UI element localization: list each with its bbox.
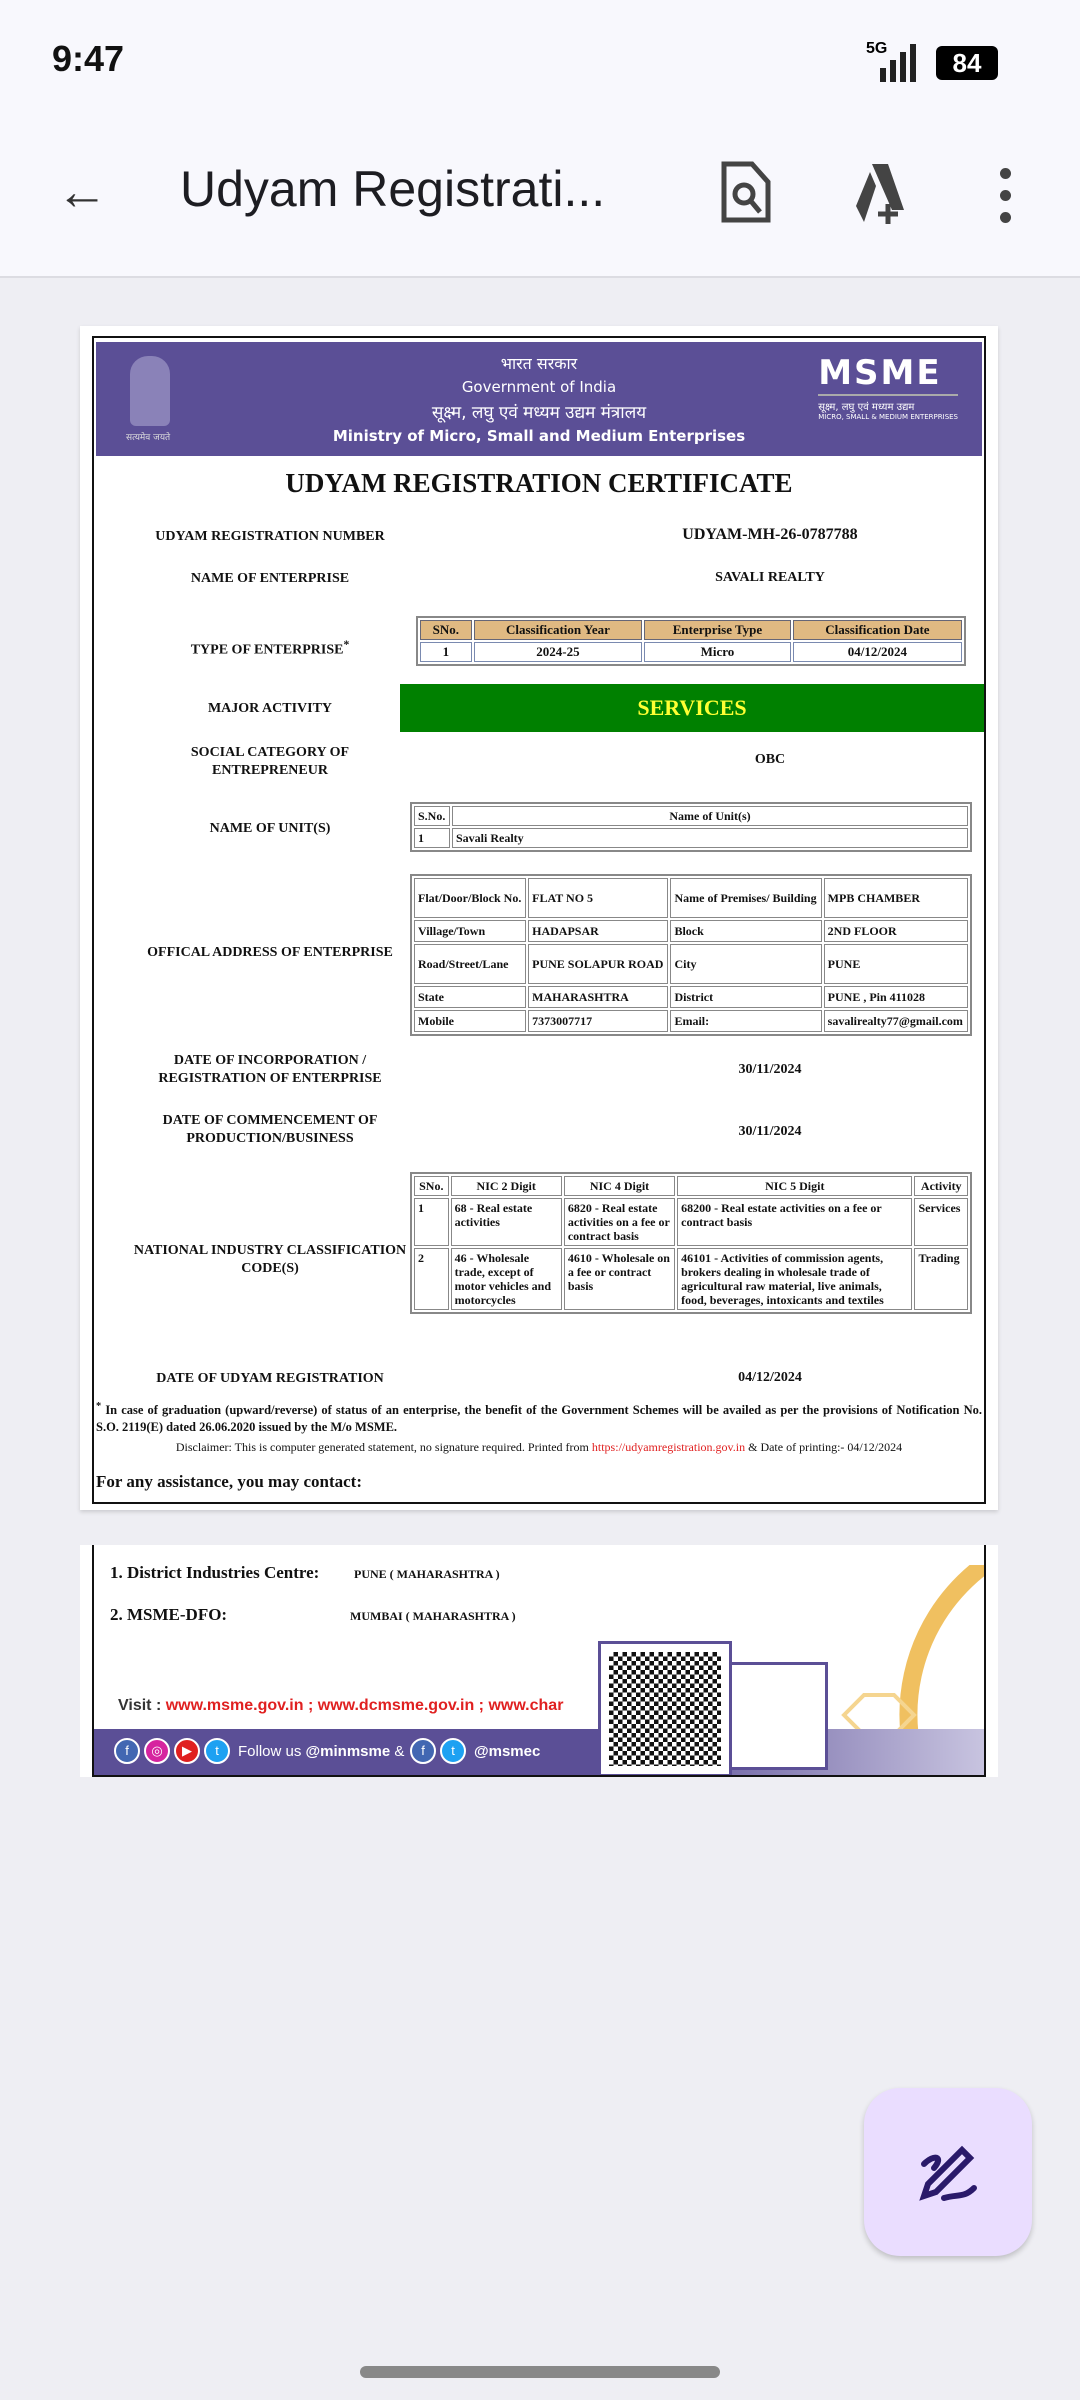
- network-type: 5G: [866, 40, 888, 57]
- incorp-date: 30/11/2024: [738, 1062, 802, 1077]
- nic-table: [410, 1172, 972, 1314]
- address-cell: FLAT NO 5: [528, 878, 668, 918]
- dfo-label: 2. MSME-DFO:: [110, 1605, 228, 1624]
- address-cell: MPB CHAMBER: [824, 878, 968, 918]
- activity-label: MAJOR ACTIVITY: [207, 701, 333, 716]
- nic-row: [414, 1248, 968, 1310]
- address-cell: 7373007717: [528, 1010, 668, 1032]
- nic-row: [414, 1198, 968, 1246]
- enterprise-name: SAVALI REALTY: [715, 570, 825, 585]
- youtube-icon: ▶: [174, 1738, 200, 1764]
- address-row: [414, 986, 968, 1008]
- incorp-label: DATE OF INCORPORATION / REGISTRATION OF ENTERPRISE: [158, 1053, 382, 1086]
- udyam-link[interactable]: https://udyamregistration.gov.in: [591, 1440, 746, 1454]
- nic-cell: 46 - Wholesale trade, except of motor vehicles and motorcycles: [451, 1248, 562, 1310]
- nic-cell: 68 - Real estate activities: [451, 1198, 562, 1246]
- social-label: SOCIAL CATEGORY OF ENTREPRENEUR: [190, 745, 350, 778]
- dfo-value: MUMBAI ( MAHARASHTRA ): [350, 1609, 516, 1623]
- dic-label: 1. District Industries Centre:: [110, 1563, 320, 1582]
- nic-cell: 68200 - Real estate activities on a fee or contract basis: [677, 1198, 912, 1246]
- address-cell: City: [670, 944, 821, 984]
- address-table: [410, 874, 972, 1036]
- nic-cell: 4610 - Wholesale on a fee or contract basis: [564, 1248, 675, 1310]
- type-label: TYPE OF ENTERPRISE*: [190, 638, 350, 658]
- udyam-date: 04/12/2024: [738, 1370, 802, 1385]
- address-cell: PUNE , Pin 411028: [824, 986, 968, 1008]
- nic-cell: 6820 - Real estate activities on a fee or contract basis: [564, 1198, 675, 1246]
- address-cell: savalirealty77@gmail.com: [824, 1010, 968, 1032]
- national-emblem-icon: [130, 356, 170, 426]
- find-in-document-icon[interactable]: [716, 160, 776, 224]
- battery-icon: 84: [936, 46, 998, 80]
- disclaimer: Disclaimer: This is computer generated statement, no signature required. Printed from https://udyamregistration.gov.in & Date of printing:- 04/12/2024: [175, 1440, 903, 1454]
- address-cell: Road/Street/Lane: [414, 944, 526, 984]
- follow-text: Follow us @minmsme &: [238, 1743, 405, 1760]
- hindi-ministry: सूक्ष्म, लघु एवं मध्यम उद्यम मंत्रालय: [431, 403, 647, 423]
- address-label: OFFICAL ADDRESS OF ENTERPRISE: [147, 945, 393, 960]
- certificate-banner: [96, 342, 982, 456]
- more-options-icon[interactable]: [1000, 168, 1012, 234]
- address-cell: Name of Premises/ Building: [670, 878, 821, 918]
- udyam-date-label: DATE OF UDYAM REGISTRATION: [156, 1371, 384, 1386]
- address-cell: Mobile: [414, 1010, 526, 1032]
- instagram-icon: ◎: [144, 1738, 170, 1764]
- pen-icon: [864, 2088, 1032, 2256]
- address-row: [414, 878, 968, 918]
- address-cell: PUNE SOLAPUR ROAD: [528, 944, 668, 984]
- address-cell: Flat/Door/Block No.: [414, 878, 526, 918]
- address-cell: Email:: [670, 1010, 821, 1032]
- nic-header: NIC 5 Digit: [677, 1176, 912, 1196]
- nic-cell: Trading: [914, 1248, 968, 1310]
- status-time: 9:47: [52, 38, 125, 79]
- pdf-page-2: [80, 1545, 998, 1777]
- msme-logo: MSME सूक्ष्म, लघु एवं मध्यम उद्यम MICRO, SMALL & MEDIUM ENTERPRISES: [818, 353, 958, 421]
- document-title: Udyam Registrati...: [180, 161, 606, 217]
- address-cell: Block: [670, 920, 821, 942]
- nic-cell: 2: [414, 1248, 449, 1310]
- hindi-gov: भारत सरकार: [500, 354, 578, 373]
- address-cell: Village/Town: [414, 920, 526, 942]
- social-footer: [94, 1729, 984, 1775]
- units-table: S.No. Name of Unit(s) 1 Savali Realty: [410, 802, 972, 852]
- type-table: SNo. Classification Year Enterprise Type Classification Date 1 2024-25 Micro 04/12/2024: [416, 616, 966, 666]
- name-label: NAME OF ENTERPRISE: [190, 571, 350, 586]
- commence-date: 30/11/2024: [738, 1124, 802, 1139]
- nic-header: SNo.: [414, 1176, 449, 1196]
- ministry: Ministry of Micro, Small and Medium Enterprises: [332, 427, 746, 445]
- address-cell: MAHARASHTRA: [528, 986, 668, 1008]
- address-cell: District: [670, 986, 821, 1008]
- qr-code: [598, 1641, 732, 1777]
- save-to-drive-icon[interactable]: [852, 160, 912, 224]
- qr-frame: [728, 1662, 828, 1770]
- nic-header: Activity: [914, 1176, 968, 1196]
- reg-no-label: UDYAM REGISTRATION NUMBER: [155, 529, 385, 544]
- address-cell: HADAPSAR: [528, 920, 668, 942]
- graduation-note: * In case of graduation (upward/reverse) of status of an enterprise, the benefit of the Government Schemes will be availed as per the provisions of Notification No. S.O. 2119(E) dated 26.06.2020 issued by the M/o MSME.: [96, 1401, 982, 1435]
- reg-no: UDYAM-MH-26-0787788: [682, 526, 858, 543]
- twitter-icon: t: [204, 1738, 230, 1764]
- commence-label: DATE OF COMMENCEMENT OF PRODUCTION/BUSINESS: [162, 1113, 378, 1146]
- certificate-title: UDYAM REGISTRATION CERTIFICATE: [285, 468, 793, 498]
- nic-header: NIC 4 Digit: [564, 1176, 675, 1196]
- units-label: NAME OF UNIT(S): [209, 821, 331, 836]
- address-cell: PUNE: [824, 944, 968, 984]
- address-row: [414, 920, 968, 942]
- gesture-bar[interactable]: [360, 2366, 720, 2378]
- back-arrow-icon[interactable]: ←: [56, 163, 108, 221]
- address-row: [414, 944, 968, 984]
- social-category: OBC: [754, 752, 786, 767]
- address-cell: State: [414, 986, 526, 1008]
- facebook-icon-2: f: [410, 1738, 436, 1764]
- twitter-icon-2: t: [440, 1738, 466, 1764]
- address-cell: 2ND FLOOR: [824, 920, 968, 942]
- top-bar: [0, 0, 1080, 278]
- dic-value: PUNE ( MAHARASHTRA ): [354, 1567, 500, 1581]
- facebook-icon: f: [114, 1738, 140, 1764]
- gov: Government of India: [461, 378, 617, 396]
- assistance-heading: For any assistance, you may contact:: [96, 1472, 362, 1491]
- annotate-button[interactable]: [864, 2088, 1032, 2256]
- nic-cell: 46101 - Activities of commission agents, brokers dealing in wholesale trade of agricultural raw material, live animals, food, beverages, intoxicants and textiles: [677, 1248, 912, 1310]
- nic-cell: 1: [414, 1198, 449, 1246]
- address-row: [414, 1010, 968, 1032]
- signal-icon: [880, 44, 916, 82]
- nic-label: NATIONAL INDUSTRY CLASSIFICATION CODE(S): [133, 1243, 407, 1276]
- handle-2: @msmec: [474, 1743, 541, 1760]
- major-activity: SERVICES: [400, 684, 984, 732]
- emblem-motto: सत्यमेव जयते: [126, 433, 171, 443]
- visit-links: Visit : www.msme.gov.in ; www.dcmsme.gov.in ; www.char: [118, 1697, 564, 1714]
- pdf-page-1: [80, 326, 998, 1510]
- nic-cell: Services: [914, 1198, 968, 1246]
- nic-header: NIC 2 Digit: [451, 1176, 562, 1196]
